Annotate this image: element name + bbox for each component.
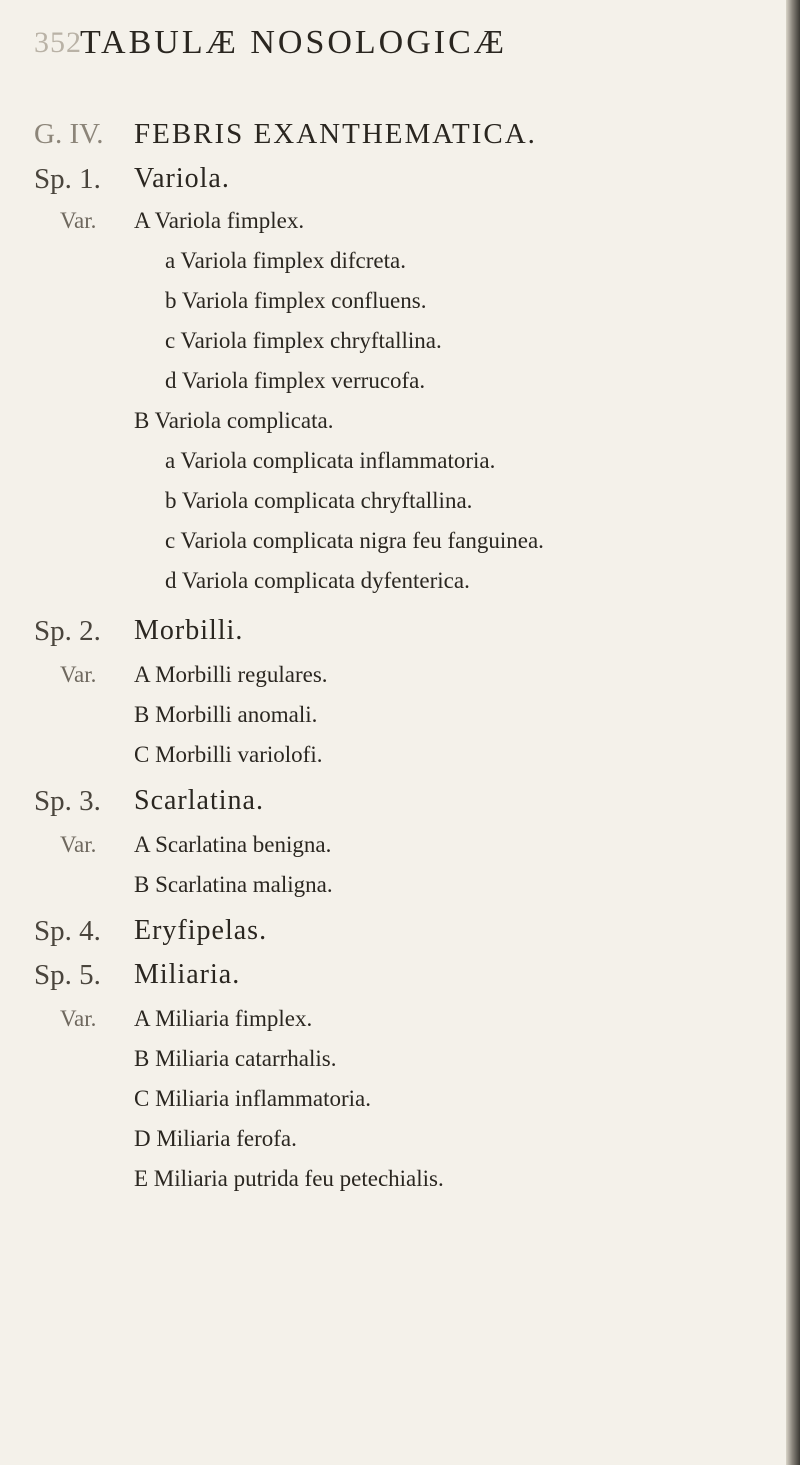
species-label: Sp. 1.	[34, 163, 101, 195]
variety-line: B Morbilli anomali.	[134, 702, 318, 727]
subvariety-line: a Variola fimplex difcreta.	[165, 248, 406, 273]
varieties-label: Var.	[60, 832, 97, 857]
subvariety-line: d Variola complicata dyfenterica.	[165, 568, 470, 593]
variety-line: E Miliaria putrida feu petechialis.	[134, 1166, 444, 1191]
variety-line: A Variola fimplex.	[134, 208, 305, 233]
variety-line: B Miliaria catarrhalis.	[134, 1046, 337, 1071]
variety-line: C Miliaria inflammatoria.	[134, 1086, 371, 1111]
running-title: TABULÆ NOSOLOGICÆ	[80, 24, 508, 61]
variety-line: B Variola complicata.	[134, 408, 334, 433]
species-label: Sp. 4.	[34, 915, 101, 947]
varieties-label: Var.	[60, 662, 97, 687]
subvariety-line: a Variola complicata inflammatoria.	[165, 448, 496, 473]
variety-line: A Scarlatina benigna.	[134, 832, 332, 857]
species-name: Morbilli.	[134, 615, 244, 646]
variety-line: A Miliaria fimplex.	[134, 1006, 313, 1031]
subvariety-line: c Variola fimplex chryftallina.	[165, 328, 442, 353]
species-name: Miliaria.	[134, 959, 241, 990]
species-label: Sp. 3.	[34, 785, 101, 817]
variety-line: D Miliaria ferofa.	[134, 1126, 297, 1151]
variety-line: C Morbilli variolofi.	[134, 742, 323, 767]
species-label: Sp. 5.	[34, 959, 101, 991]
variety-line: A Morbilli regulares.	[134, 662, 328, 687]
page-header	[0, 18, 800, 68]
species-label: Sp. 2.	[34, 615, 101, 647]
species-name: Scarlatina.	[134, 785, 264, 816]
subvariety-line: b Variola complicata chryftallina.	[165, 488, 473, 513]
varieties-label: Var.	[60, 1006, 97, 1031]
chapter-heading	[34, 118, 537, 151]
chapter-title: FEBRIS EXANTHEMATICA.	[134, 118, 537, 150]
subvariety-line: b Variola fimplex confluens.	[165, 288, 427, 313]
page-number: 352	[34, 26, 82, 59]
subvariety-line: d Variola fimplex verrucofa.	[165, 368, 426, 393]
species-name: Eryfipelas.	[134, 915, 268, 946]
chapter-label: G. IV.	[34, 118, 104, 150]
binding-edge	[786, 0, 800, 1465]
variety-line: B Scarlatina maligna.	[134, 872, 333, 897]
subvariety-line: c Variola complicata nigra feu fanguinea.	[165, 528, 544, 553]
species-name: Variola.	[134, 163, 230, 194]
varieties-label: Var.	[60, 208, 97, 233]
